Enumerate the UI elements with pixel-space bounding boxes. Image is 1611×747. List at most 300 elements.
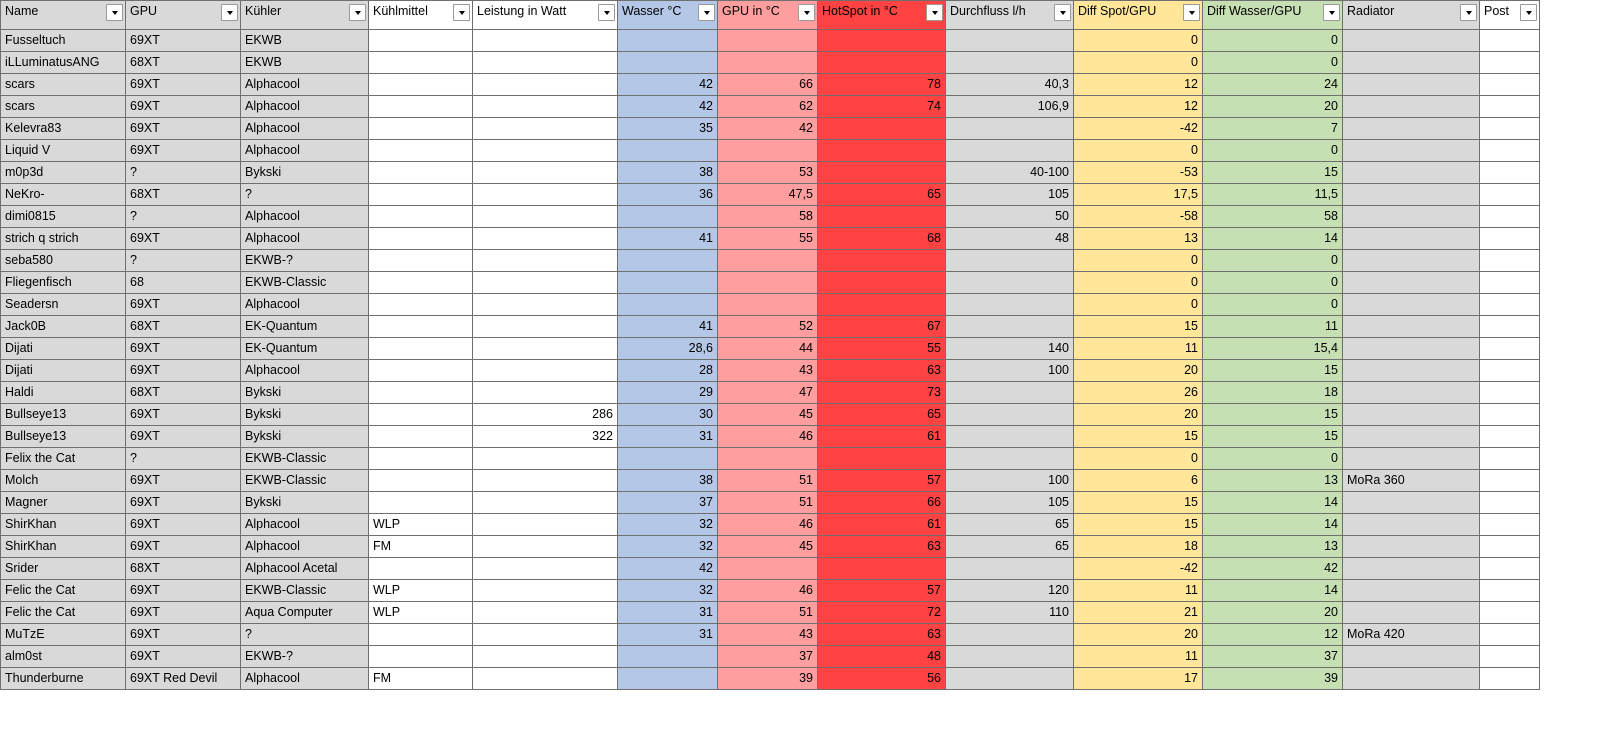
cell-wasser[interactable]: 28,6 (618, 338, 718, 360)
cell-diffspot[interactable]: 11 (1074, 338, 1203, 360)
table-row[interactable] (1, 294, 1540, 316)
cell-name[interactable]: Dijati (1, 338, 126, 360)
cell-name[interactable]: strich q strich (1, 228, 126, 250)
table-row[interactable] (1, 228, 1540, 250)
cell-kuehler[interactable]: Aqua Computer (241, 602, 369, 624)
filter-dropdown-icon[interactable] (598, 4, 615, 21)
cell-kuehlmittel[interactable] (369, 162, 473, 184)
cell-kuehlmittel[interactable] (369, 316, 473, 338)
cell-wasser[interactable]: 42 (618, 558, 718, 580)
filter-dropdown-icon[interactable] (349, 4, 366, 21)
cell-post[interactable] (1480, 118, 1540, 140)
cell-gpu[interactable]: 68XT (126, 382, 241, 404)
cell-gpu[interactable]: 69XT Red Devil (126, 668, 241, 690)
cell-kuehlmittel[interactable]: FM (369, 536, 473, 558)
cell-hotspot[interactable]: 67 (818, 316, 946, 338)
cell-name[interactable]: Thunderburne (1, 668, 126, 690)
cell-name[interactable]: Bullseye13 (1, 404, 126, 426)
cell-hotspot[interactable] (818, 206, 946, 228)
cell-diffwasser[interactable]: 11,5 (1203, 184, 1343, 206)
cell-gpu[interactable]: 69XT (126, 492, 241, 514)
cell-kuehler[interactable]: Alphacool (241, 668, 369, 690)
cell-gpu[interactable]: 68XT (126, 184, 241, 206)
cell-kuehler[interactable]: EKWB-Classic (241, 448, 369, 470)
cell-name[interactable]: Felic the Cat (1, 602, 126, 624)
cell-gpu[interactable]: 69XT (126, 118, 241, 140)
cell-post[interactable] (1480, 492, 1540, 514)
table-row[interactable] (1, 448, 1540, 470)
cell-radiator[interactable] (1343, 74, 1480, 96)
cell-wasser[interactable]: 35 (618, 118, 718, 140)
cell-wasser[interactable] (618, 206, 718, 228)
cell-gpu[interactable]: 68XT (126, 52, 241, 74)
cell-gpuc[interactable]: 43 (718, 360, 818, 382)
cell-radiator[interactable] (1343, 162, 1480, 184)
cell-name[interactable]: ShirKhan (1, 514, 126, 536)
table-row[interactable] (1, 646, 1540, 668)
cell-name[interactable]: Magner (1, 492, 126, 514)
cell-durchfluss[interactable] (946, 30, 1074, 52)
table-row[interactable] (1, 250, 1540, 272)
column-header-name[interactable] (1, 1, 126, 30)
cell-durchfluss[interactable]: 50 (946, 206, 1074, 228)
cell-post[interactable] (1480, 228, 1540, 250)
cell-durchfluss[interactable] (946, 668, 1074, 690)
cell-watt[interactable] (473, 514, 618, 536)
cell-diffwasser[interactable]: 14 (1203, 492, 1343, 514)
cell-gpuc[interactable]: 42 (718, 118, 818, 140)
cell-durchfluss[interactable] (946, 382, 1074, 404)
cell-wasser[interactable]: 42 (618, 74, 718, 96)
cell-kuehlmittel[interactable] (369, 206, 473, 228)
cell-post[interactable] (1480, 448, 1540, 470)
cell-hotspot[interactable]: 63 (818, 536, 946, 558)
cell-watt[interactable] (473, 140, 618, 162)
cell-gpu[interactable]: 69XT (126, 30, 241, 52)
cell-diffspot[interactable]: 0 (1074, 294, 1203, 316)
cell-diffwasser[interactable]: 0 (1203, 448, 1343, 470)
cell-kuehler[interactable]: Bykski (241, 382, 369, 404)
cell-diffspot[interactable]: 0 (1074, 140, 1203, 162)
cell-diffwasser[interactable]: 14 (1203, 580, 1343, 602)
cell-hotspot[interactable]: 63 (818, 360, 946, 382)
column-header-gpuc[interactable] (718, 1, 818, 30)
cell-durchfluss[interactable] (946, 404, 1074, 426)
filter-dropdown-icon[interactable] (106, 4, 123, 21)
cell-kuehler[interactable]: Alphacool Acetal (241, 558, 369, 580)
cell-wasser[interactable]: 32 (618, 536, 718, 558)
cell-gpuc[interactable] (718, 250, 818, 272)
table-row[interactable] (1, 426, 1540, 448)
cell-gpuc[interactable]: 51 (718, 492, 818, 514)
cell-kuehlmittel[interactable] (369, 382, 473, 404)
cell-diffspot[interactable]: 15 (1074, 492, 1203, 514)
cell-name[interactable]: Dijati (1, 360, 126, 382)
table-row[interactable] (1, 580, 1540, 602)
cell-name[interactable]: Fliegenfisch (1, 272, 126, 294)
cell-durchfluss[interactable] (946, 316, 1074, 338)
cell-watt[interactable] (473, 558, 618, 580)
cell-radiator[interactable] (1343, 492, 1480, 514)
cell-wasser[interactable]: 31 (618, 624, 718, 646)
cell-gpu[interactable]: 69XT (126, 426, 241, 448)
cell-radiator[interactable] (1343, 294, 1480, 316)
filter-dropdown-icon[interactable] (698, 4, 715, 21)
table-row[interactable] (1, 184, 1540, 206)
cell-kuehlmittel[interactable] (369, 338, 473, 360)
cell-radiator[interactable] (1343, 558, 1480, 580)
cell-post[interactable] (1480, 602, 1540, 624)
column-header-diffwasser[interactable] (1203, 1, 1343, 30)
cell-diffwasser[interactable]: 13 (1203, 470, 1343, 492)
table-row[interactable] (1, 470, 1540, 492)
table-row[interactable] (1, 316, 1540, 338)
cell-gpuc[interactable]: 58 (718, 206, 818, 228)
cell-durchfluss[interactable] (946, 52, 1074, 74)
column-header-diffspot[interactable] (1074, 1, 1203, 30)
cell-watt[interactable] (473, 580, 618, 602)
cell-kuehler[interactable]: ? (241, 184, 369, 206)
cell-durchfluss[interactable]: 100 (946, 470, 1074, 492)
cell-watt[interactable] (473, 316, 618, 338)
cell-post[interactable] (1480, 624, 1540, 646)
cell-watt[interactable] (473, 96, 618, 118)
cell-gpuc[interactable]: 51 (718, 470, 818, 492)
cell-wasser[interactable]: 38 (618, 470, 718, 492)
filter-dropdown-icon[interactable] (1054, 4, 1071, 21)
cell-gpuc[interactable]: 62 (718, 96, 818, 118)
cell-post[interactable] (1480, 558, 1540, 580)
cell-gpu[interactable]: ? (126, 250, 241, 272)
cell-radiator[interactable] (1343, 514, 1480, 536)
cell-gpu[interactable]: 69XT (126, 228, 241, 250)
table-row[interactable] (1, 272, 1540, 294)
cell-diffwasser[interactable]: 37 (1203, 646, 1343, 668)
cell-wasser[interactable]: 32 (618, 514, 718, 536)
cell-diffspot[interactable]: 18 (1074, 536, 1203, 558)
cell-hotspot[interactable]: 68 (818, 228, 946, 250)
cell-watt[interactable] (473, 52, 618, 74)
cell-durchfluss[interactable] (946, 558, 1074, 580)
cell-hotspot[interactable] (818, 30, 946, 52)
cell-diffspot[interactable]: 11 (1074, 646, 1203, 668)
cell-diffwasser[interactable]: 24 (1203, 74, 1343, 96)
cell-kuehlmittel[interactable]: WLP (369, 602, 473, 624)
cell-hotspot[interactable] (818, 52, 946, 74)
cell-gpu[interactable]: 69XT (126, 646, 241, 668)
cell-post[interactable] (1480, 184, 1540, 206)
cell-diffspot[interactable]: 15 (1074, 514, 1203, 536)
cell-kuehlmittel[interactable] (369, 228, 473, 250)
cell-kuehler[interactable]: Alphacool (241, 360, 369, 382)
filter-dropdown-icon[interactable] (1323, 4, 1340, 21)
cell-hotspot[interactable]: 55 (818, 338, 946, 360)
cell-gpuc[interactable]: 43 (718, 624, 818, 646)
cell-gpuc[interactable]: 46 (718, 514, 818, 536)
cell-hotspot[interactable]: 61 (818, 426, 946, 448)
cell-wasser[interactable] (618, 250, 718, 272)
cell-wasser[interactable]: 28 (618, 360, 718, 382)
cell-post[interactable] (1480, 404, 1540, 426)
cell-kuehlmittel[interactable] (369, 360, 473, 382)
cell-gpuc[interactable]: 47,5 (718, 184, 818, 206)
cell-kuehler[interactable]: Alphacool (241, 118, 369, 140)
cell-name[interactable]: Srider (1, 558, 126, 580)
filter-dropdown-icon[interactable] (221, 4, 238, 21)
cell-diffspot[interactable]: 26 (1074, 382, 1203, 404)
cell-post[interactable] (1480, 52, 1540, 74)
cell-radiator[interactable] (1343, 272, 1480, 294)
cell-diffspot[interactable]: 0 (1074, 30, 1203, 52)
cell-watt[interactable] (473, 448, 618, 470)
cell-name[interactable]: Fusseltuch (1, 30, 126, 52)
cell-diffwasser[interactable]: 18 (1203, 382, 1343, 404)
cell-kuehler[interactable]: Alphacool (241, 96, 369, 118)
cell-kuehlmittel[interactable] (369, 448, 473, 470)
cell-durchfluss[interactable] (946, 272, 1074, 294)
table-row[interactable] (1, 338, 1540, 360)
cell-gpuc[interactable]: 39 (718, 668, 818, 690)
cell-wasser[interactable] (618, 52, 718, 74)
cell-diffspot[interactable]: 11 (1074, 580, 1203, 602)
table-row[interactable] (1, 360, 1540, 382)
cell-diffspot[interactable]: 15 (1074, 316, 1203, 338)
cell-watt[interactable] (473, 602, 618, 624)
cell-wasser[interactable]: 30 (618, 404, 718, 426)
table-row[interactable] (1, 206, 1540, 228)
cell-kuehlmittel[interactable]: WLP (369, 514, 473, 536)
cell-watt[interactable] (473, 536, 618, 558)
cell-watt[interactable] (473, 338, 618, 360)
cell-gpuc[interactable]: 46 (718, 580, 818, 602)
cell-kuehlmittel[interactable] (369, 426, 473, 448)
cell-kuehlmittel[interactable] (369, 74, 473, 96)
cell-post[interactable] (1480, 316, 1540, 338)
cell-wasser[interactable] (618, 646, 718, 668)
cell-gpu[interactable]: 69XT (126, 294, 241, 316)
cell-radiator[interactable] (1343, 316, 1480, 338)
cell-diffwasser[interactable]: 15 (1203, 404, 1343, 426)
cell-wasser[interactable] (618, 30, 718, 52)
cell-gpuc[interactable] (718, 294, 818, 316)
cell-durchfluss[interactable]: 140 (946, 338, 1074, 360)
cell-gpuc[interactable]: 47 (718, 382, 818, 404)
cell-watt[interactable] (473, 30, 618, 52)
cell-diffwasser[interactable]: 0 (1203, 294, 1343, 316)
cell-diffspot[interactable]: 21 (1074, 602, 1203, 624)
cell-durchfluss[interactable] (946, 448, 1074, 470)
cell-post[interactable] (1480, 140, 1540, 162)
cell-gpu[interactable]: 69XT (126, 470, 241, 492)
cell-diffwasser[interactable]: 7 (1203, 118, 1343, 140)
filter-dropdown-icon[interactable] (926, 4, 943, 21)
cell-watt[interactable] (473, 118, 618, 140)
cell-watt[interactable] (473, 492, 618, 514)
cell-name[interactable]: Jack0B (1, 316, 126, 338)
cell-name[interactable]: iLLuminatusANG (1, 52, 126, 74)
cell-name[interactable]: Haldi (1, 382, 126, 404)
table-row[interactable] (1, 492, 1540, 514)
cell-kuehler[interactable]: Alphacool (241, 536, 369, 558)
cell-watt[interactable] (473, 250, 618, 272)
cell-diffwasser[interactable]: 20 (1203, 96, 1343, 118)
cell-kuehlmittel[interactable] (369, 404, 473, 426)
cell-watt[interactable]: 286 (473, 404, 618, 426)
column-header-gpu[interactable] (126, 1, 241, 30)
cell-kuehlmittel[interactable] (369, 294, 473, 316)
table-row[interactable] (1, 404, 1540, 426)
column-header-radiator[interactable] (1343, 1, 1480, 30)
cell-wasser[interactable] (618, 448, 718, 470)
cell-post[interactable] (1480, 96, 1540, 118)
table-row[interactable] (1, 96, 1540, 118)
column-header-kuehlmittel[interactable] (369, 1, 473, 30)
cell-post[interactable] (1480, 272, 1540, 294)
cell-kuehler[interactable]: Alphacool (241, 514, 369, 536)
cell-kuehlmittel[interactable]: WLP (369, 580, 473, 602)
cell-durchfluss[interactable] (946, 118, 1074, 140)
cell-kuehlmittel[interactable] (369, 140, 473, 162)
column-header-wasser[interactable] (618, 1, 718, 30)
cell-wasser[interactable]: 36 (618, 184, 718, 206)
cell-post[interactable] (1480, 580, 1540, 602)
cell-gpuc[interactable] (718, 272, 818, 294)
cell-watt[interactable] (473, 206, 618, 228)
cell-wasser[interactable]: 31 (618, 602, 718, 624)
cell-radiator[interactable] (1343, 646, 1480, 668)
cell-gpu[interactable]: 69XT (126, 580, 241, 602)
column-header-kuehler[interactable] (241, 1, 369, 30)
cell-wasser[interactable]: 41 (618, 316, 718, 338)
cell-gpu[interactable]: 68XT (126, 558, 241, 580)
cell-durchfluss[interactable]: 65 (946, 514, 1074, 536)
cell-radiator[interactable] (1343, 404, 1480, 426)
cell-hotspot[interactable]: 65 (818, 404, 946, 426)
cell-hotspot[interactable] (818, 272, 946, 294)
table-row[interactable] (1, 558, 1540, 580)
cell-kuehler[interactable]: EKWB-Classic (241, 272, 369, 294)
cell-post[interactable] (1480, 162, 1540, 184)
cell-radiator[interactable] (1343, 580, 1480, 602)
cell-gpu[interactable]: 69XT (126, 514, 241, 536)
filter-dropdown-icon[interactable] (1460, 4, 1477, 21)
cell-watt[interactable] (473, 360, 618, 382)
cell-diffspot[interactable]: 0 (1074, 52, 1203, 74)
cell-diffspot[interactable]: 12 (1074, 96, 1203, 118)
cell-post[interactable] (1480, 536, 1540, 558)
cell-kuehler[interactable]: Bykski (241, 404, 369, 426)
cell-gpu[interactable]: 69XT (126, 624, 241, 646)
cell-watt[interactable] (473, 470, 618, 492)
cell-kuehler[interactable]: EKWB-? (241, 250, 369, 272)
cell-hotspot[interactable]: 78 (818, 74, 946, 96)
cell-watt[interactable] (473, 624, 618, 646)
cell-post[interactable] (1480, 206, 1540, 228)
cell-wasser[interactable]: 29 (618, 382, 718, 404)
column-header-durchfluss[interactable] (946, 1, 1074, 30)
cell-radiator[interactable] (1343, 448, 1480, 470)
cell-radiator[interactable] (1343, 184, 1480, 206)
cell-hotspot[interactable] (818, 294, 946, 316)
cell-radiator[interactable] (1343, 536, 1480, 558)
cell-durchfluss[interactable] (946, 624, 1074, 646)
cell-wasser[interactable] (618, 272, 718, 294)
cell-post[interactable] (1480, 668, 1540, 690)
cell-gpuc[interactable] (718, 558, 818, 580)
cell-gpuc[interactable]: 45 (718, 404, 818, 426)
cell-watt[interactable] (473, 184, 618, 206)
cell-watt[interactable] (473, 294, 618, 316)
cell-diffwasser[interactable]: 0 (1203, 140, 1343, 162)
table-row[interactable] (1, 382, 1540, 404)
cell-gpu[interactable]: 69XT (126, 96, 241, 118)
cell-post[interactable] (1480, 360, 1540, 382)
cell-diffspot[interactable]: 13 (1074, 228, 1203, 250)
cell-kuehlmittel[interactable] (369, 96, 473, 118)
cell-kuehler[interactable]: EK-Quantum (241, 316, 369, 338)
cell-kuehler[interactable]: Alphacool (241, 206, 369, 228)
cell-kuehlmittel[interactable] (369, 646, 473, 668)
cell-wasser[interactable]: 31 (618, 426, 718, 448)
cell-gpuc[interactable]: 52 (718, 316, 818, 338)
cell-kuehlmittel[interactable] (369, 184, 473, 206)
cell-kuehlmittel[interactable] (369, 118, 473, 140)
cell-hotspot[interactable] (818, 448, 946, 470)
cell-durchfluss[interactable] (946, 426, 1074, 448)
cell-hotspot[interactable]: 61 (818, 514, 946, 536)
table-row[interactable] (1, 74, 1540, 96)
table-row[interactable] (1, 624, 1540, 646)
cell-diffspot[interactable]: 0 (1074, 272, 1203, 294)
cell-kuehler[interactable]: EK-Quantum (241, 338, 369, 360)
cell-name[interactable]: scars (1, 74, 126, 96)
cell-gpuc[interactable] (718, 448, 818, 470)
cell-post[interactable] (1480, 294, 1540, 316)
cell-gpu[interactable]: 68 (126, 272, 241, 294)
cell-name[interactable]: Bullseye13 (1, 426, 126, 448)
cell-kuehler[interactable]: ? (241, 624, 369, 646)
cell-kuehler[interactable]: EKWB-Classic (241, 580, 369, 602)
cell-durchfluss[interactable] (946, 140, 1074, 162)
cell-diffwasser[interactable]: 39 (1203, 668, 1343, 690)
cell-kuehler[interactable]: Alphacool (241, 294, 369, 316)
cell-gpu[interactable]: 69XT (126, 74, 241, 96)
cell-name[interactable]: Felix the Cat (1, 448, 126, 470)
cell-radiator[interactable]: MoRa 420 (1343, 624, 1480, 646)
cell-diffwasser[interactable]: 15 (1203, 426, 1343, 448)
cell-radiator[interactable] (1343, 250, 1480, 272)
cell-gpuc[interactable]: 55 (718, 228, 818, 250)
cell-hotspot[interactable]: 57 (818, 580, 946, 602)
cell-durchfluss[interactable] (946, 646, 1074, 668)
cell-kuehler[interactable]: Bykski (241, 492, 369, 514)
cell-hotspot[interactable]: 66 (818, 492, 946, 514)
cell-diffspot[interactable]: 20 (1074, 624, 1203, 646)
cell-gpuc[interactable]: 51 (718, 602, 818, 624)
cell-durchfluss[interactable]: 110 (946, 602, 1074, 624)
cell-name[interactable]: ShirKhan (1, 536, 126, 558)
cell-radiator[interactable] (1343, 426, 1480, 448)
cell-kuehler[interactable]: EKWB-Classic (241, 470, 369, 492)
cell-watt[interactable] (473, 74, 618, 96)
cell-diffwasser[interactable]: 11 (1203, 316, 1343, 338)
cell-kuehlmittel[interactable] (369, 558, 473, 580)
cell-name[interactable]: NeKro- (1, 184, 126, 206)
cell-kuehlmittel[interactable] (369, 52, 473, 74)
cell-kuehlmittel[interactable] (369, 624, 473, 646)
cell-hotspot[interactable]: 72 (818, 602, 946, 624)
cell-gpuc[interactable]: 45 (718, 536, 818, 558)
